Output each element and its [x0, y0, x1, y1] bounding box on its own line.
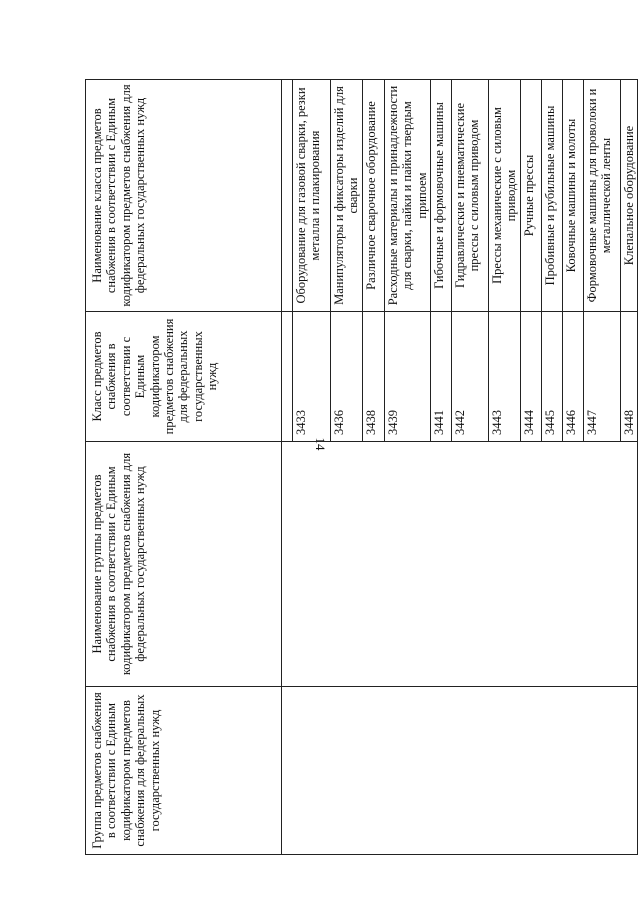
class-code: 3441 [430, 312, 451, 442]
class-code: 3442 [451, 312, 488, 442]
header-class: Класс предметов снабжения в соответствии с Единым кодификатором предметов снабжения для федеральных государственных нужд [86, 312, 282, 442]
class-name: Ручные прессы [520, 80, 541, 312]
class-name: Гидравлические и пневматические прессы с силовым приводом [451, 80, 488, 312]
class-code: 3443 [488, 312, 520, 442]
class-name: Формовочные машины для проволоки и металлической ленты [583, 80, 620, 312]
header-class-name: Наименование класса предметов снабжения в соответствии с Единым кодификатором предметов снабжения для федеральных государственных нужд [86, 80, 282, 312]
class-code: 3444 [520, 312, 541, 442]
class-code: 3439 [384, 312, 430, 442]
group-cell [282, 687, 638, 855]
header-group-name: Наименование группы предметов снабжения в соответствии с Единым кодификатором предметов снабжения для федеральных государственных нужд [86, 442, 282, 687]
class-name: Различное сварочное оборудование [362, 80, 384, 312]
class-name: Расходные материалы и принадлежности для сварки, пайки и пайки твердым припоем [384, 80, 430, 312]
supply-classes-table [85, 79, 638, 855]
class-name: Пробивные и рубильные машины [541, 80, 562, 312]
class-code: 3436 [331, 312, 363, 442]
separator-cell [282, 312, 293, 442]
class-code: 3448 [620, 312, 637, 442]
group-name-cell [282, 442, 638, 687]
table-separator-row [282, 80, 293, 855]
table-header-row [86, 80, 282, 855]
class-name: Оборудование для газовой сварки, резки металла и плакирования [293, 80, 331, 312]
separator-cell [282, 80, 293, 312]
class-name: Клепальное оборудование [620, 80, 637, 312]
class-name: Ковочные машины и молоты [562, 80, 583, 312]
page-number: 14 [313, 437, 328, 451]
class-code: 3447 [583, 312, 620, 442]
class-name: Манипуляторы и фиксаторы изделий для сварки [331, 80, 363, 312]
class-name: Гибочные и формовочные машины [430, 80, 451, 312]
header-group: Группа предметов снабжения в соответствии с Единым кодификатором предметов снабжения для федеральных государственных нужд [86, 687, 282, 855]
class-code: 3445 [541, 312, 562, 442]
rotated-table-container [85, 80, 636, 855]
class-code: 3433 [293, 312, 331, 442]
class-code: 3446 [562, 312, 583, 442]
class-name: Прессы механические с силовым приводом [488, 80, 520, 312]
class-code: 3438 [362, 312, 384, 442]
